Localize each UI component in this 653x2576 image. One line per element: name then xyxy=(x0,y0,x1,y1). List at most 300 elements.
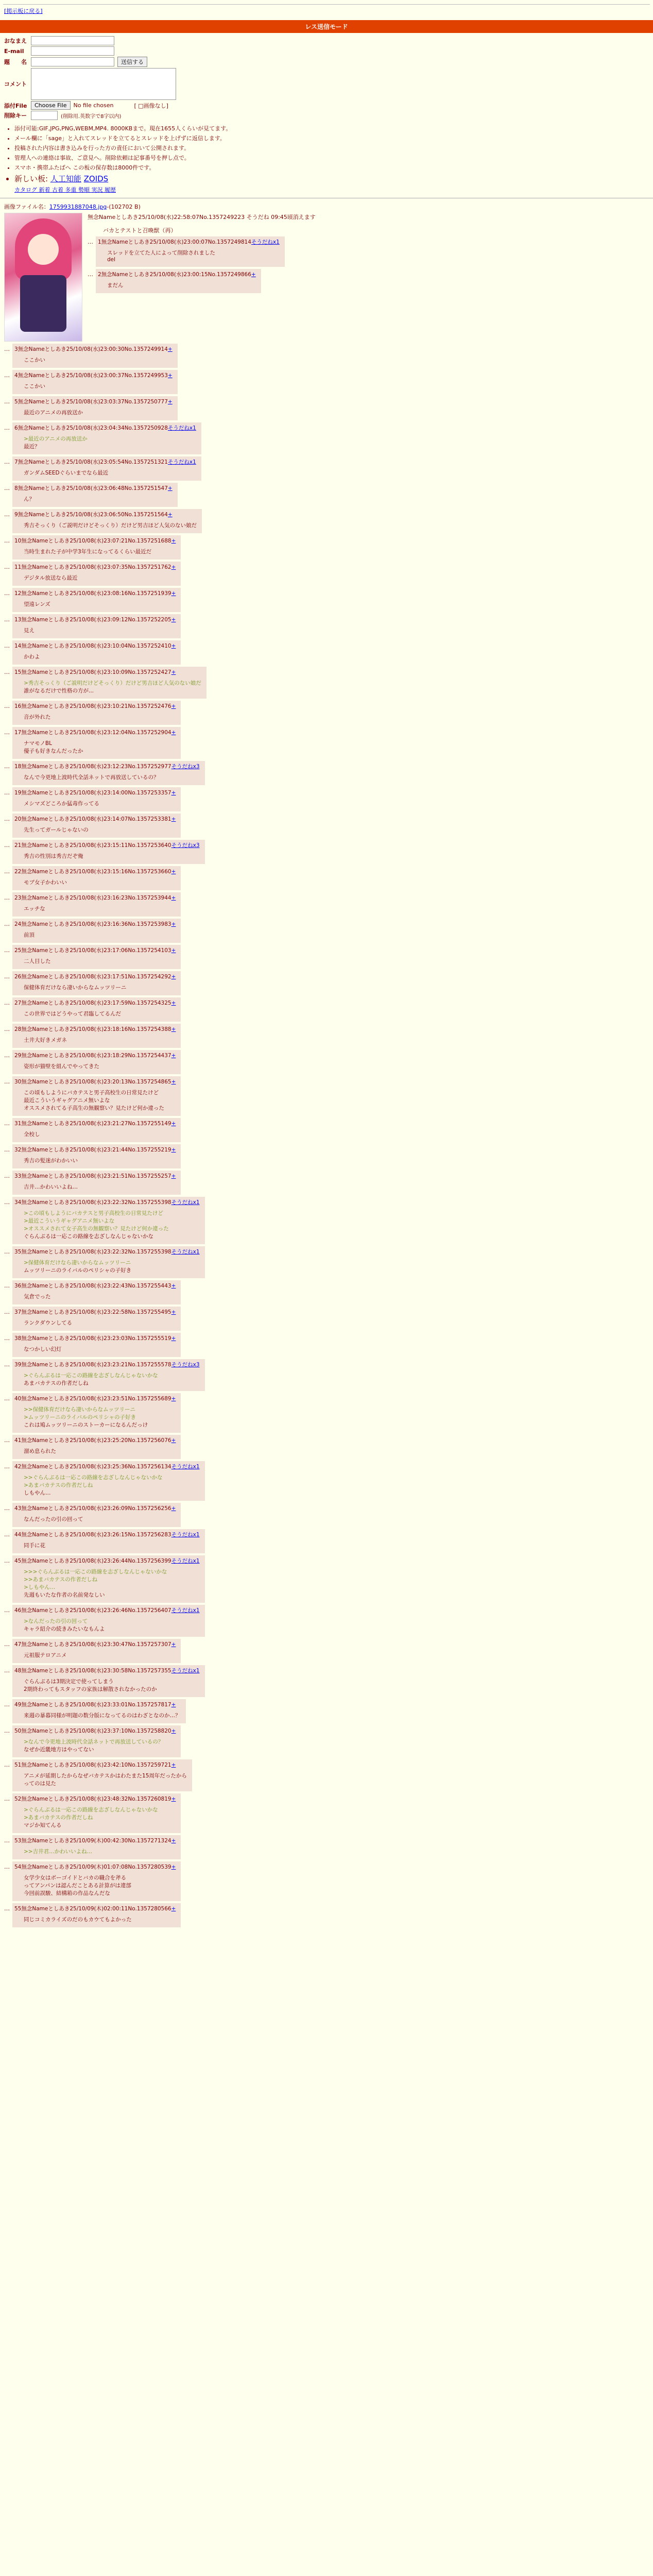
reply-line: 土井大好きメガネ xyxy=(24,1037,67,1043)
name-label: おなまえ xyxy=(4,38,27,44)
reply-line: なんだったの引の回って xyxy=(24,1516,83,1522)
reply-line: >あまバカテスの作者だしね xyxy=(24,1482,93,1488)
reply-body xyxy=(24,1089,176,1112)
reply-indent: … xyxy=(4,842,10,849)
sodane-button[interactable]: + xyxy=(171,1838,176,1844)
reply-body xyxy=(24,653,176,660)
sodane-button[interactable]: + xyxy=(171,974,176,980)
reply-header xyxy=(14,1905,176,1912)
sodane-button[interactable]: + xyxy=(167,346,173,352)
reply xyxy=(4,945,649,969)
reply-number: 12 xyxy=(14,590,22,597)
sodane-button[interactable]: そうだねx1 xyxy=(167,459,196,465)
reply-meta: 無念Nameとしあき25/10/08(水)23:09:12No.1357252205 xyxy=(21,617,171,623)
sodane-button[interactable]: + xyxy=(171,869,176,875)
reply-header xyxy=(14,616,176,623)
reply-meta: 無念Nameとしあき25/10/08(水)23:04:34No.1357250928 xyxy=(18,425,168,431)
reply-meta: 無念Nameとしあき25/10/08(水)23:33:01No.1357257817 xyxy=(21,1702,171,1708)
reply-box xyxy=(12,456,201,481)
reply-meta: 無念Nameとしあき25/10/08(水)23:00:37No.1357249953 xyxy=(18,372,168,379)
reply-number: 20 xyxy=(14,816,22,822)
reply-meta: 無念Nameとしあき25/10/08(水)23:22:58No.1357255495 xyxy=(21,1309,171,1315)
choose-file-button[interactable]: Choose File xyxy=(31,101,71,110)
reply-body xyxy=(24,826,176,834)
reply-line: >>吉井君…かわいいよね… xyxy=(24,1849,93,1855)
reply-indent: … xyxy=(4,1282,10,1289)
reply-indent: … xyxy=(4,1248,10,1255)
reply-header xyxy=(14,894,176,902)
reply-box xyxy=(12,1393,181,1433)
sodane-button[interactable]: + xyxy=(167,485,173,492)
reply-body xyxy=(24,739,176,755)
sodane-button[interactable]: + xyxy=(171,1079,176,1085)
reply-line: 当時生まれた子が中学3年生になってるくらい最近だ xyxy=(24,549,152,555)
reply-number: 42 xyxy=(14,1464,22,1470)
reply-header xyxy=(14,1504,176,1512)
reply-number: 2 xyxy=(98,272,101,278)
reply-meta: 無念Nameとしあき25/10/08(水)23:30:58No.1357257355 xyxy=(21,1668,171,1674)
reply-body xyxy=(24,1568,200,1599)
reply-meta: 無念Nameとしあき25/10/08(水)23:06:48No.1357251547 xyxy=(18,485,168,492)
reply-body xyxy=(24,931,176,939)
reply-indent: … xyxy=(4,1905,10,1912)
reply-line: キャラ紹介の続きみたいなもんよ xyxy=(24,1626,105,1632)
reply-line: スレッドを立てた人によって削除されました xyxy=(107,250,215,256)
reply-body xyxy=(24,1405,176,1429)
reply xyxy=(4,1861,649,1901)
reply-indent: … xyxy=(88,271,93,278)
sodane-button[interactable]: + xyxy=(171,590,176,597)
sodane-button[interactable]: + xyxy=(167,399,173,405)
reply-indent: … xyxy=(4,729,10,736)
reply-box xyxy=(12,1333,181,1357)
reply-body xyxy=(24,1651,176,1659)
sodane-button[interactable]: + xyxy=(171,1000,176,1006)
reply-indent: … xyxy=(4,1437,10,1444)
reply-header xyxy=(14,1727,176,1735)
reply-box xyxy=(12,1461,205,1501)
sodane-button[interactable]: + xyxy=(171,1026,176,1032)
sodane-button[interactable]: + xyxy=(171,1762,176,1768)
reply-box xyxy=(12,667,207,699)
reply-number: 55 xyxy=(14,1906,22,1912)
reply-meta: 無念Nameとしあき25/10/08(水)23:25:36No.1357256134 xyxy=(21,1464,171,1470)
sodane-button[interactable]: + xyxy=(171,790,176,796)
reply-line: ってのは見た xyxy=(24,1781,56,1787)
reply-line: 姿形が猫壁を組んでやってきた xyxy=(24,1063,99,1070)
reply-body xyxy=(24,574,176,582)
reply-body xyxy=(24,1677,200,1693)
sodane-button[interactable]: + xyxy=(171,921,176,927)
op-file-link[interactable]: 1759931887048.jpg xyxy=(49,204,107,210)
reply-line: マジか知てんる xyxy=(24,1822,62,1828)
reply-body xyxy=(24,469,196,477)
reply-line: かわよ xyxy=(24,654,40,660)
reply-indent: … xyxy=(4,616,10,623)
reply-header xyxy=(14,1701,181,1708)
reply-line: ここかい xyxy=(24,383,45,389)
sodane-button[interactable]: そうだねx1 xyxy=(171,1607,200,1614)
reply-indent: … xyxy=(4,642,10,649)
reply-body xyxy=(24,957,176,965)
reply-line: 最近のアニメの再放送か xyxy=(24,410,83,416)
reply-number: 31 xyxy=(14,1121,22,1127)
reply-box xyxy=(12,945,181,969)
sodane-button[interactable]: そうだねx1 xyxy=(251,239,280,245)
reply-line: モブ女子かわいい xyxy=(24,879,67,886)
op-header: 無念Nameとしあき25/10/08(水)22:58:07No.1357249223 xyxy=(88,214,245,221)
reply-header xyxy=(14,1308,176,1316)
reply-header xyxy=(14,537,176,545)
op-thumbnail-image[interactable] xyxy=(4,213,82,342)
reply-meta: 無念Nameとしあき25/10/08(水)23:16:36No.1357253983 xyxy=(21,921,171,927)
reply xyxy=(88,236,316,267)
reply-number: 1 xyxy=(98,239,101,245)
reply xyxy=(4,1307,649,1331)
reply-meta: 無念Nameとしあき25/10/08(水)23:00:07No.1357249814 xyxy=(101,239,251,245)
reply-number: 22 xyxy=(14,869,22,875)
sodane-button[interactable]: + xyxy=(171,1283,176,1289)
reply-line: >なんだったの引の回って xyxy=(24,1618,88,1624)
sodane-button[interactable]: そうだねx1 xyxy=(171,1249,200,1255)
reply-number: 45 xyxy=(14,1558,22,1564)
sodane-button[interactable]: + xyxy=(171,703,176,709)
reply-indent: … xyxy=(4,1463,10,1470)
reply-box xyxy=(12,997,181,1022)
reply-number: 50 xyxy=(14,1728,22,1734)
reply-header xyxy=(14,1837,176,1844)
reply-meta: 無念Nameとしあき25/10/08(水)23:17:06No.1357254103 xyxy=(21,947,171,954)
sodane-button[interactable]: + xyxy=(171,1437,176,1444)
reply-line: デジタル放送なら最近 xyxy=(24,575,78,581)
reply-header xyxy=(14,589,176,597)
reply-number: 32 xyxy=(14,1147,22,1153)
reply-meta: 無念Nameとしあき25/10/08(水)23:26:44No.1357256399 xyxy=(21,1558,171,1564)
name-input[interactable] xyxy=(31,36,114,45)
reply-box xyxy=(12,396,178,420)
reply-number: 13 xyxy=(14,617,22,623)
reply-line: ナマモノBL xyxy=(24,740,52,747)
delkey-input[interactable] xyxy=(31,111,58,120)
back-to-board-link[interactable]: [掲示板に戻る] xyxy=(4,8,43,14)
reply-header xyxy=(14,1025,176,1033)
reply-body xyxy=(24,1848,176,1855)
reply-header xyxy=(14,642,176,650)
reply-box xyxy=(12,892,181,917)
sodane-button[interactable]: + xyxy=(171,617,176,623)
reply-meta: 無念Nameとしあき25/10/08(水)23:00:15No.1357249866 xyxy=(101,272,251,278)
reply-meta: 無念Nameとしあき25/10/08(水)23:14:00No.1357253357 xyxy=(21,790,171,796)
reply-body xyxy=(24,905,176,912)
sodane-button[interactable]: + xyxy=(171,669,176,675)
reply-line: 先週もいたな作者の名前発なしい xyxy=(24,1592,105,1598)
reply-box xyxy=(12,1605,205,1637)
reply-line: この世界ではどうやって君臨してるんだ xyxy=(24,1011,121,1017)
reply-indent: … xyxy=(4,485,10,492)
reply xyxy=(4,1246,649,1278)
reply-body xyxy=(24,1371,200,1387)
reply xyxy=(4,1393,649,1433)
reply-indent: … xyxy=(4,1863,10,1870)
reply-line: 音が外れた xyxy=(24,714,51,720)
sodane-button[interactable]: + xyxy=(171,947,176,954)
reply-header xyxy=(14,1146,176,1154)
reply-meta: 無念Nameとしあき25/10/08(水)23:21:44No.1357255219 xyxy=(21,1147,171,1153)
reply-indent: … xyxy=(88,239,93,245)
reply-header xyxy=(14,1436,176,1444)
sodane-button[interactable]: + xyxy=(171,1702,176,1708)
reply-number: 43 xyxy=(14,1505,22,1512)
reply-number: 48 xyxy=(14,1668,22,1674)
reply-meta: 無念Nameとしあき25/10/08(水)23:23:21No.1357255578 xyxy=(21,1362,171,1368)
reply-meta: 無念Nameとしあき25/10/08(水)23:30:47No.1357257307 xyxy=(21,1641,171,1648)
sodane-button[interactable]: + xyxy=(171,643,176,649)
reply-body xyxy=(24,679,201,694)
reply-box xyxy=(12,1024,181,1048)
reply-number: 44 xyxy=(14,1532,22,1538)
reply-body xyxy=(24,1319,176,1327)
sodane-button[interactable]: + xyxy=(171,538,176,544)
reply-number: 40 xyxy=(14,1396,22,1402)
reply-box xyxy=(12,640,181,665)
reply xyxy=(4,1359,649,1391)
reply-header xyxy=(14,1361,200,1368)
note-item: • 投稿された内容は書き込みを行った方の責任において公開されます。 xyxy=(14,144,653,152)
reply-header xyxy=(14,999,176,1007)
sodane-button[interactable]: + xyxy=(167,512,173,518)
sodane-button[interactable]: + xyxy=(171,816,176,822)
reply-body xyxy=(24,382,173,390)
sodane-button[interactable]: + xyxy=(171,895,176,901)
file-label: 添付File xyxy=(4,102,27,109)
sodane-button[interactable]: そうだねx1 xyxy=(171,1668,200,1674)
reply xyxy=(4,1024,649,1048)
sodane-button[interactable]: そうだねx1 xyxy=(167,425,196,431)
sodane-button[interactable]: + xyxy=(251,272,256,278)
subject-label: 題 名 xyxy=(4,59,27,65)
sodane-button[interactable]: そうだねx3 xyxy=(171,1362,200,1368)
reply-indent: … xyxy=(4,947,10,954)
reply-number: 38 xyxy=(14,1335,22,1342)
reply-header xyxy=(14,398,173,405)
sodane-button[interactable]: そうだねx1 xyxy=(171,1532,200,1538)
reply-box xyxy=(12,866,181,890)
op-post xyxy=(4,213,649,342)
sodane-button[interactable]: + xyxy=(171,1053,176,1059)
reply-meta: 無念Nameとしあき25/10/08(水)23:18:16No.1357254388 xyxy=(21,1026,171,1032)
reply-body xyxy=(24,600,176,608)
sodane-button[interactable]: + xyxy=(171,1728,176,1734)
reply-header xyxy=(14,868,176,875)
sodane-button[interactable]: + xyxy=(171,1796,176,1802)
sodane-button[interactable]: + xyxy=(171,1641,176,1648)
reply-header xyxy=(14,458,196,466)
reply-header xyxy=(14,1120,176,1127)
reply-box xyxy=(12,1359,205,1391)
reply-line: 気倉でった xyxy=(24,1294,51,1300)
submit-button[interactable]: 送信する xyxy=(117,57,147,67)
reply-meta: 無念Nameとしあき25/10/08(水)23:15:11No.1357253640 xyxy=(21,842,171,849)
sodane-button[interactable]: そうだねx1 xyxy=(171,1464,200,1470)
reply-body xyxy=(24,409,173,416)
reply-meta: 無念Nameとしあき25/10/08(水)23:10:09No.1357252427 xyxy=(21,669,171,675)
reply-line: 全校し xyxy=(24,1131,40,1138)
reply-header xyxy=(14,563,176,571)
sodane-button[interactable]: + xyxy=(171,1505,176,1512)
reply-number: 8 xyxy=(14,485,18,492)
reply-number: 35 xyxy=(14,1249,22,1255)
reply-box xyxy=(12,1171,181,1195)
sodane-button[interactable]: そうだねx3 xyxy=(171,842,200,849)
reply-header xyxy=(14,762,200,770)
reply xyxy=(4,1903,649,1927)
reply-box xyxy=(12,1639,181,1663)
reply-line: 最近？ xyxy=(24,444,40,450)
reply-meta: 無念Nameとしあき25/10/08(水)23:12:04No.1357252904 xyxy=(21,730,171,736)
reply-number: 7 xyxy=(14,459,18,465)
reply-indent: … xyxy=(4,346,10,352)
board-link-ai[interactable]: 人工知能 xyxy=(50,174,81,183)
reply-header xyxy=(14,1761,187,1769)
reply-indent: … xyxy=(4,1173,10,1179)
reply-line: >オススメされて女子高生の無観察い？見たけど何か違った xyxy=(24,1226,169,1232)
reply-meta: 無念Nameとしあき25/10/09(木)01:07:08No.1357280539 xyxy=(21,1864,171,1870)
reply-body xyxy=(24,1293,176,1300)
comment-textarea[interactable] xyxy=(31,68,176,100)
inline-replies xyxy=(88,236,316,293)
reply-header xyxy=(14,1334,176,1342)
sodane-button[interactable]: + xyxy=(171,1147,176,1153)
reply-body xyxy=(24,1036,176,1044)
reply-header xyxy=(14,371,173,379)
reply-line: >>保健体育だけなら凄いからなムッツリーニ xyxy=(24,1406,135,1413)
reply-number: 41 xyxy=(14,1437,22,1444)
reply-body xyxy=(24,1473,200,1497)
reply-body xyxy=(24,495,173,503)
note-item: • メール欄に「sage」と入れてスレッドを立てるとスレッドを上げずに返信します。 xyxy=(14,134,653,142)
reply-box xyxy=(12,787,181,811)
reply-header xyxy=(14,1557,200,1565)
reply-line: 最近こういうギャグアニメ無いよな xyxy=(24,1097,110,1104)
reply-line: これは鳩ムッツリーニのストーカーになるんだっけ xyxy=(24,1422,148,1428)
reply-header xyxy=(14,484,173,492)
reply-box xyxy=(12,814,181,838)
sodane-button[interactable]: そうだねx1 xyxy=(171,1558,200,1564)
reply-number: 10 xyxy=(14,538,22,544)
sodane-button[interactable]: + xyxy=(171,1309,176,1315)
reply-indent: … xyxy=(4,1120,10,1127)
sodane-button[interactable]: + xyxy=(171,1906,176,1912)
reply-meta: 無念Nameとしあき25/10/08(水)23:10:04No.1357252410 xyxy=(21,643,171,649)
reply-line: >最近こういうギャグアニメ無いよな xyxy=(24,1218,115,1224)
reply-indent: … xyxy=(4,999,10,1006)
reply-number: 37 xyxy=(14,1309,22,1315)
reply-meta: 無念Nameとしあき25/10/08(水)23:00:30No.1357249914 xyxy=(18,346,168,352)
reply-indent: … xyxy=(4,1335,10,1342)
reply-header xyxy=(14,1667,200,1674)
reply-line: >保健体育だけなら凄いからなムッツリーニ xyxy=(24,1260,131,1266)
reply-line: ガンダムSEEDぐらいまでなら最近 xyxy=(24,470,109,476)
no-image-checkbox[interactable]: [ □画像なし] xyxy=(134,102,168,109)
reply-number: 27 xyxy=(14,1000,22,1006)
reply-box xyxy=(12,1307,181,1331)
reply xyxy=(4,814,649,838)
reply xyxy=(4,1333,649,1357)
reply-box xyxy=(12,1793,181,1833)
reply-box xyxy=(12,1280,181,1304)
board-link-zoids[interactable]: ZOIDS xyxy=(83,174,109,183)
sodane-button[interactable]: そうだねx3 xyxy=(171,764,200,770)
reply-line: 来週の暴暮同様が明題の数分版になってるのはわざとなのか…？ xyxy=(24,1713,181,1719)
reply-line: なつかしい幻灯 xyxy=(24,1346,62,1352)
reply-header xyxy=(14,815,176,823)
reply-line: >ムッツリーニのライバルのペリシャの子好き xyxy=(24,1414,136,1420)
sodane-button[interactable]: + xyxy=(171,564,176,570)
reply-line: 元祖服テロアニメ xyxy=(24,1652,67,1658)
reply-box xyxy=(12,535,181,560)
reply-box xyxy=(12,701,181,725)
reply-indent: … xyxy=(4,1078,10,1085)
reply-meta: 無念Nameとしあき25/10/08(水)23:26:15No.1357256283 xyxy=(21,1532,171,1538)
reply-box xyxy=(12,614,181,638)
reply-box xyxy=(12,1197,205,1244)
reply xyxy=(4,1050,649,1074)
sodane-button[interactable]: + xyxy=(171,1121,176,1127)
reply-number: 25 xyxy=(14,947,22,954)
reply-body xyxy=(24,1515,176,1523)
sodane-button[interactable]: + xyxy=(171,1864,176,1870)
reply-indent: … xyxy=(4,1701,10,1708)
reply-indent: … xyxy=(4,1837,10,1844)
reply-meta: 無念Nameとしあき25/10/08(水)23:20:13No.1357254865 xyxy=(21,1079,171,1085)
reply-indent: … xyxy=(4,1667,10,1674)
reply xyxy=(4,456,649,481)
reply-header xyxy=(14,668,201,676)
sodane-button[interactable]: + xyxy=(171,1396,176,1402)
reply-box xyxy=(96,269,261,293)
subject-input[interactable] xyxy=(31,57,114,66)
reply-meta: 無念Nameとしあき25/10/08(水)23:21:51No.1357255257 xyxy=(21,1173,171,1179)
reply-body xyxy=(24,1806,176,1829)
sodane-button[interactable]: + xyxy=(167,372,173,379)
email-input[interactable] xyxy=(31,46,114,56)
sodane-button[interactable]: + xyxy=(171,1335,176,1342)
reply-box xyxy=(12,971,181,995)
reply-line: ぐらんぶるは一応この路線を志ざしなんじゃないかな xyxy=(24,1233,153,1240)
reply-number: 14 xyxy=(14,643,22,649)
reply-number: 30 xyxy=(14,1079,22,1085)
reply-header xyxy=(14,789,176,796)
reply xyxy=(4,1118,649,1142)
reply-box xyxy=(12,1529,205,1553)
reply-indent: … xyxy=(4,372,10,379)
reply xyxy=(4,1725,649,1757)
reply-number: 18 xyxy=(14,764,22,770)
reply-box xyxy=(12,588,181,612)
reply-number: 51 xyxy=(14,1762,22,1768)
sodane-button[interactable]: + xyxy=(171,1173,176,1179)
reply-line: ここかい xyxy=(24,357,45,363)
board-notes xyxy=(14,124,653,194)
reply-body xyxy=(107,281,256,289)
sodane-button[interactable]: そうだねx1 xyxy=(171,1199,200,1206)
reply xyxy=(4,892,649,917)
catalog-nav[interactable]: カタログ 新着 古着 多重 勢順 実況 履歴 xyxy=(14,187,116,193)
reply xyxy=(4,1076,649,1116)
reply-line: しもやん… xyxy=(24,1490,51,1496)
reply-number: 11 xyxy=(14,564,22,570)
sodane-button[interactable]: + xyxy=(171,730,176,736)
